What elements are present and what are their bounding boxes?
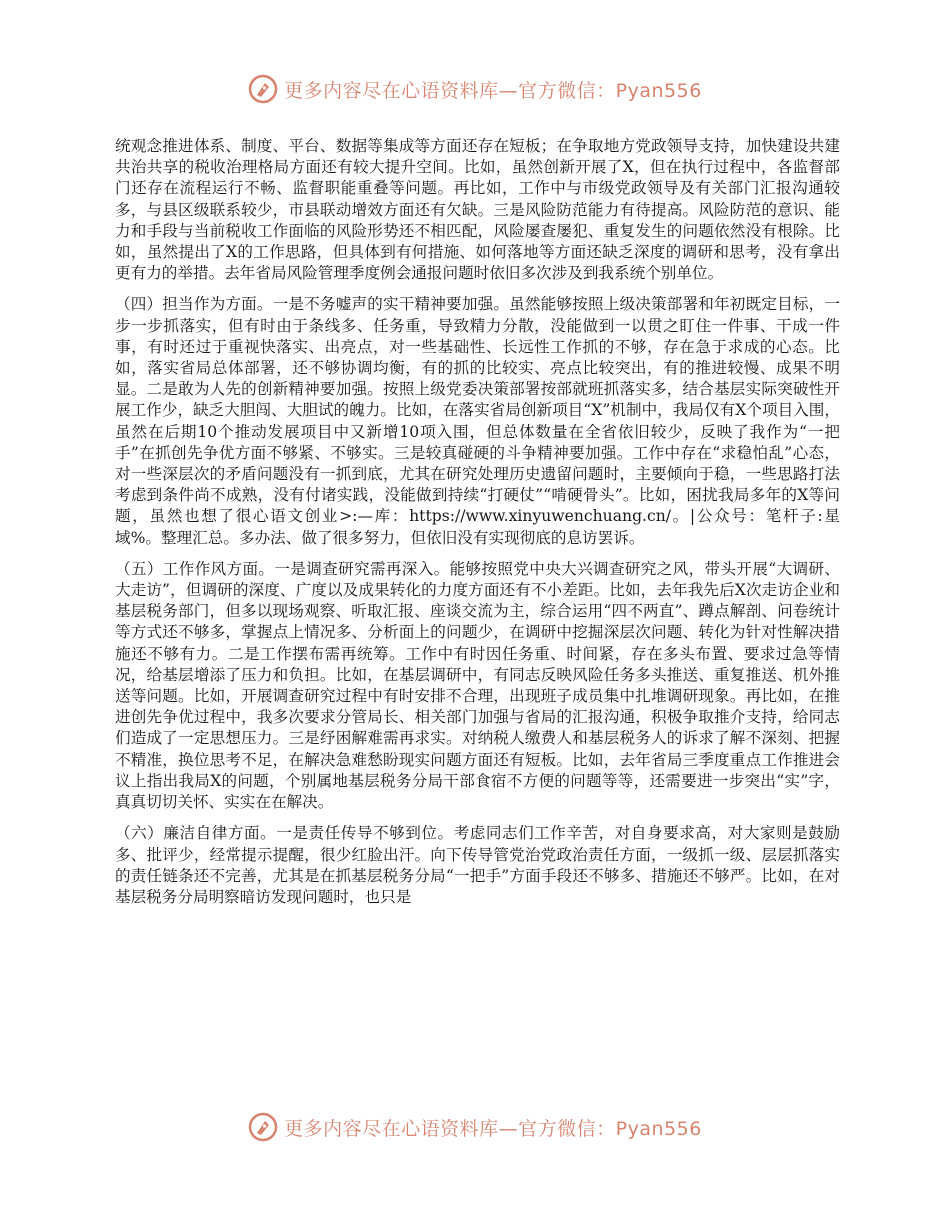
- paragraph-integrity: （六）廉洁自律方面。一是责任传导不够到位。考虑同志们工作辛苦，对自身要求高，对大家则是鼓励多、批评少，经常提示提醒，很少红脸出汗。向下传导管党治党政治责任方面，一级抓一级、层层抓落实的责任链条还不完善，尤其是在抓基层税务分局“一把手”方面手段还不够多、措施还不够严。比如，在对基层税务分局明察暗访发现问题时，也只是: [115, 824, 840, 906]
- document-body: [115, 136, 840, 918]
- watermark-banner-top: [0, 74, 950, 104]
- watermark-banner-bottom: [0, 1112, 950, 1142]
- watermark-text: 更多内容尽在心语资料库—官方微信：Pyan556: [284, 1117, 702, 1140]
- watermark-text: 更多内容尽在心语资料库—官方微信：Pyan556: [284, 79, 702, 102]
- pen-nib-logo-icon: [248, 74, 278, 104]
- paragraph-risk-continuation: 统观念推进体系、制度、平台、数据等集成等方面还存在短板；在争取地方党政领导支持，加快建设共建共治共享的税收治理格局方面还有较大提升空间。比如，虽然创新开展了X，但在执行过程中，各监督部门还存在流程运行不畅、监督职能重叠等问题。再比如，工作中与市级党政领导及有关部门汇报沟通较多，与县区级联系较少，市县联动增效方面还有欠缺。三是风险防范能力有待提高。风险防范的意识、能力和手段与当前税收工作面临的风险形势还不相匹配，风险屡查屡犯、重复发生的问题依然没有根除。比如，虽然提出了X的工作思路，但具体到有何措施、如何落地等方面还缺乏深度的调研和思考，没有拿出更有力的举措。去年省局风险管理季度例会通报问题时依旧多次涉及到我系统个别单位。: [115, 137, 840, 283]
- paragraph-responsibility: （四）担当作为方面。一是不务嘘声的实干精神要加强。虽然能够按照上级决策部署和年初既定目标，一步一步抓落实，但有时由于条线多、任务重，导致精力分散，没能做到一以贯之盯住一件事、干成一件事，有时还过于重视快落实、出亮点，对一些基础性、长远性工作抓的不够，存在急于求成的心态。比如，落实省局总体部署，还不够协调均衡，有的抓的比较实、亮点比较突出，有的推进较慢、成果不明显。二是敢为人先的创新精神要加强。按照上级党委决策部署按部就班抓落实多，结合基层实际突破性开展工作少，缺乏大胆闯、大胆试的魄力。比如，在落实省局创新项目“X”机制中，我局仅有X个项目入围，虽然在后期10个推动发展项目中又新增10项入围，但总体数量在全省依旧较少，反映了我作为“一把手”在抓创先争优方面不够紧、不够实。三是较真碰硬的斗争精神要加强。工作中存在“求稳怕乱”心态，对一些深层次的矛盾问题没有一抓到底，尤其在研究处理历史遗留问题时，主要倾向于稳，一些思路打法考虑到条件尚不成熟，没有付诸实践，没能做到持续“打硬仗”“啃硬骨头”。比如，困扰我局多年的X等问题，虽然也想了很心语文创业>:—库：https://www.xinyuwenchuang.cn/。|公众号：笔杆子:星域%。整理汇总。多办法、做了很多努力，但依旧没有实现彻底的息访罢诉。: [115, 295, 840, 547]
- paragraph-work-style: （五）工作作风方面。一是调查研究需再深入。能够按照党中央大兴调查研究之风，带头开展“大调研、大走访”，但调研的深度、广度以及成果转化的力度方面还有不小差距。比如，去年我先后X次走访企业和基层税务部门，但多以现场观察、听取汇报、座谈交流为主，综合运用“四不两直”、蹲点解剖、问卷统计等方式还不够多，掌握点上情况多、分析面上的问题少，在调研中挖掘深层次问题、转化为针对性解决措施还不够有力。二是工作摆布需再统筹。工作中有时因任务重、时间紧，存在多头布置、要求过急等情况，给基层增添了压力和负担。比如，在基层调研中，有同志反映风险任务多头推送、重复推送、机外推送等问题。比如，开展调查研究过程中有时安排不合理，出现班子成员集中扎堆调研现象。再比如，在推进创先争优过程中，我多次要求分管局长、相关部门加强与省局的汇报沟通，积极争取推介支持，给同志们造成了一定思想压力。三是纾困解难需再求实。对纳税人缴费人和基层税务人的诉求了解不深刻、把握不精准，换位思考不足，在解决急难愁盼现实问题方面还有短板。比如，去年省局三季度重点工作推进会议上指出我局X的问题，个别属地基层税务分局干部食宿不方便的问题等等，还需要进一步突出“实”字，真真切切关怀、实实在在解决。: [115, 559, 840, 812]
- pen-nib-logo-icon: [248, 1112, 278, 1142]
